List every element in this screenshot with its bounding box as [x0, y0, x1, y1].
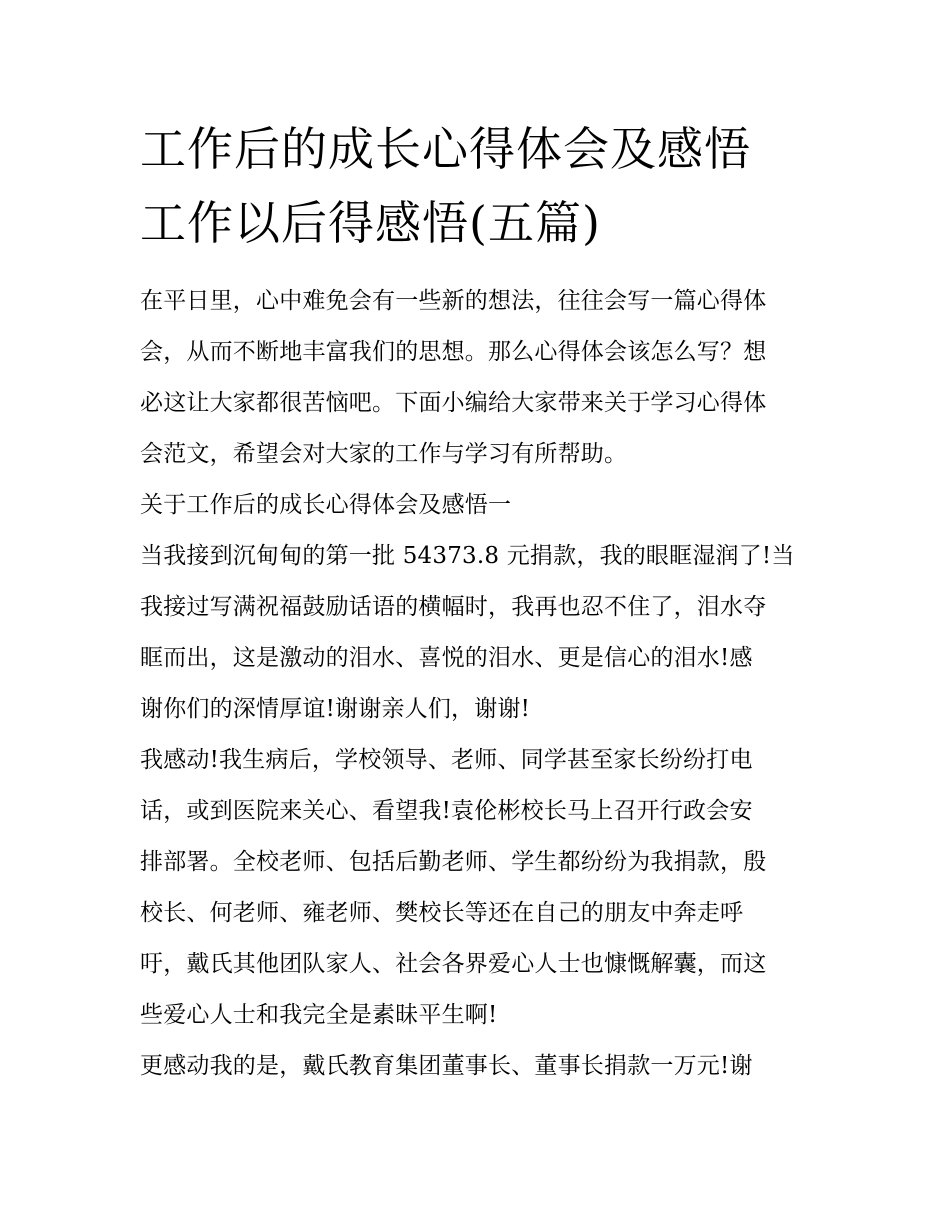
intro-paragraph-line: 会范文，希望会对大家的工作与学习有所帮助。 — [140, 441, 628, 467]
title-line: 工作后的成长心得体会及感悟 — [140, 122, 751, 176]
paragraph-line: 排部署。全校老师、包括后勤老师、学生都纷纷为我捐款，殷 — [140, 849, 767, 875]
paragraph-line: 当我接到沉甸甸的第一批 54373.8 元捐款，我的眼眶湿润了!当 — [140, 543, 795, 569]
document-body — [140, 276, 830, 1092]
intro-paragraph-line: 在平日里，心中难免会有一些新的想法，往往会写一篇心得体 — [140, 288, 767, 314]
paragraph-line: 我接过写满祝福鼓励话语的横幅时，我再也忍不住了，泪水夺 — [140, 594, 767, 620]
paragraph-line: 吁，戴氏其他团队家人、社会各界爱心人士也慷慨解囊，而这 — [140, 951, 767, 977]
paragraph-line: 话，或到医院来关心、看望我!袁伦彬校长马上召开行政会安 — [140, 798, 753, 824]
paragraph-line: 谢你们的深情厚谊!谢谢亲人们，谢谢! — [140, 696, 531, 722]
intro-paragraph-line: 必这让大家都很苦恼吧。下面小编给大家带来关于学习心得体 — [140, 390, 767, 416]
intro-paragraph-line: 会，从而不断地丰富我们的思想。那么心得体会该怎么写？想 — [140, 339, 767, 365]
paragraph-line: 我感动!我生病后，学校领导、老师、同学甚至家长纷纷打电 — [140, 747, 753, 773]
paragraph-line: 更感动我的是，戴氏教育集团董事长、董事长捐款一万元!谢 — [140, 1053, 753, 1079]
document-title — [140, 112, 830, 260]
paragraph-line: 些爱心人士和我完全是素昧平生啊! — [140, 1002, 498, 1028]
paragraph-line: 眶而出，这是激动的泪水、喜悦的泪水、更是信心的泪水!感 — [140, 645, 753, 671]
paragraph-line: 校长、何老师、雍老师、樊校长等还在自己的朋友中奔走呼 — [140, 900, 744, 926]
section-heading: 关于工作后的成长心得体会及感悟一 — [140, 492, 512, 518]
title-line: 工作以后得感悟(五篇) — [140, 196, 601, 250]
